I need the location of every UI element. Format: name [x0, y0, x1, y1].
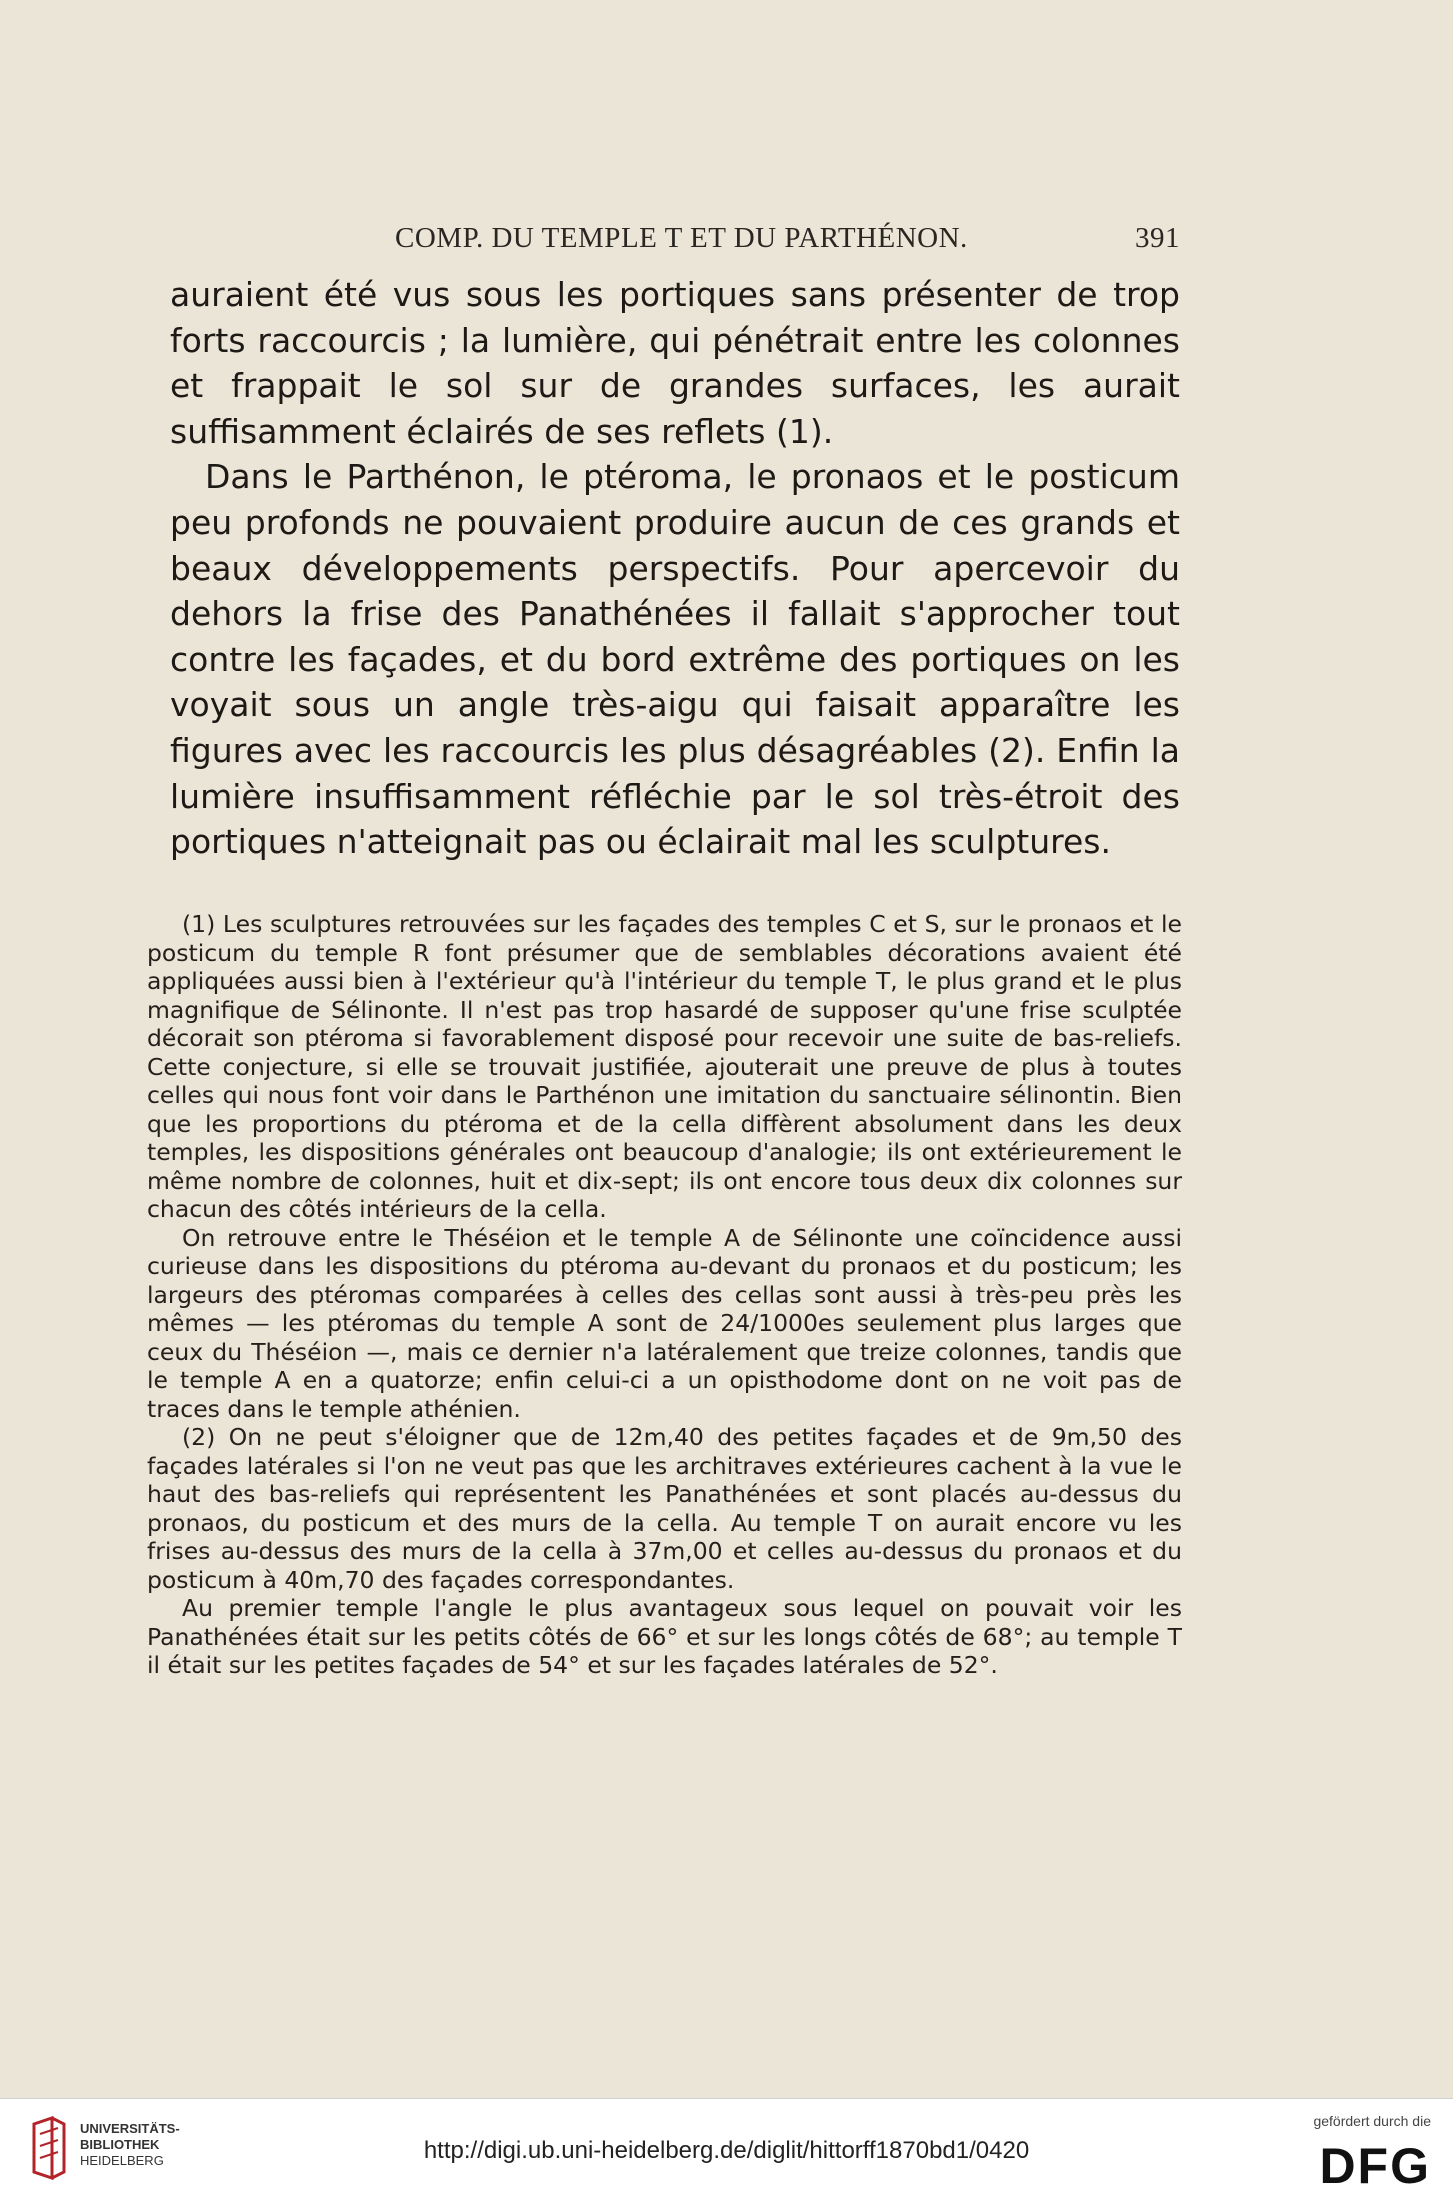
library-name-line-3: HEIDELBERG — [80, 2153, 164, 2168]
library-name-line-2: BIBLIOTHEK — [80, 2137, 160, 2152]
main-text — [170, 272, 1180, 865]
running-title: COMP. DU TEMPLE T ET DU PARTHÉNON. — [395, 222, 968, 254]
library-name-line-1: UNIVERSITÄTS- — [80, 2121, 180, 2136]
sponsor-text: gefördert durch die — [1313, 2113, 1431, 2129]
footnote-1-continued: On retrouve entre le Théséion et le temple A de Sélinonte une coïncidence aussi curieuse dans les dispositions du ptéroma au-devant du pronaos et du posticum; les largeurs des ptéromas comparées à celles des cellas sont aussi à très-peu près les mêmes — les ptéromas du temple A sont de 24/1000es seulement plus larges que ceux du Théséion —, mais ce dernier n'a latéralement que treize colonnes, tandis que le temple A en a quatorze; enfin celui-ci a un opisthodome dont on ne voit pas de traces dans le temple athénien. — [147, 1223, 1182, 1423]
footnote-2-continued: Au premier temple l'angle le plus avantageux sous lequel on pouvait voir les Panathénées était sur les petits côtés de 66° et sur les longs côtés de 68°; au temple T il était sur les petites façades de 54° et sur les façades latérales de 52°. — [147, 1594, 1182, 1679]
footnote-2: (2) On ne peut s'éloigner que de 12m,40 des petites façades et de 9m,50 des façades latérales si l'on ne veut pas que les architraves extérieures cachent à la vue le haut des bas-reliefs qui représentent les Panathénées et sont placés au-dessus du pronaos, du posticum et des murs de la cella. Au temple T on aurait encore vu les frises au-dessus des murs de la cella à 37m,00 et celles au-dessus du pronaos et du posticum à 40m,70 des façades correspondantes. — [147, 1423, 1182, 1594]
footnotes — [147, 910, 1182, 1680]
paragraph-2: Dans le Parthénon, le ptéroma, le pronaos et le posticum peu profonds ne pouvaient produire aucun de ces grands et beaux développements perspectifs. Pour apercevoir du dehors la frise des Panathénées il fallait s'approcher tout contre les façades, et du bord extrême des portiques on les voyait sous un angle très-aigu qui faisait apparaître les figures avec les raccourcis les plus désagréables (2). Enfin la lumière insuffisamment réfléchie par le sol très-étroit des portiques n'atteignait pas ou éclairait mal les sculptures. — [170, 457, 1180, 862]
dfg-logo: DFG — [1319, 2138, 1431, 2194]
paragraph-1: auraient été vus sous les portiques sans présenter de trop forts raccourcis ; la lumière, qui pénétrait entre les colonnes et frappait le sol sur de grandes surfaces, les aurait suffisamment éclairés de ses reflets (1). — [170, 275, 1180, 451]
footnote-1: (1) Les sculptures retrouvées sur les façades des temples C et S, sur le pronaos et le posticum du temple R font présumer que de semblables décorations avaient été appliquées aussi bien à l'extérieur qu'à l'intérieur du temple T, le plus grand et le plus magnifique de Sélinonte. Il n'est pas trop hasardé de supposer qu'une frise sculptée décorait son ptéroma si favorablement disposé pour recevoir une suite de bas-reliefs. Cette conjecture, si elle se trouvait justifiée, ajouterait une preuve de plus à toutes celles qui nous font voir dans le Parthénon une imitation du sanctuaire sélinontin. Bien que les proportions du ptéroma et de la cella diffèrent absolument dans les deux temples, les dispositions générales ont beaucoup d'analogie; ils ont extérieurement le même nombre de colonnes, huit et dix-sept; ils ont encore tous deux dix colonnes sur chacun des côtés intérieurs de la cella. — [147, 910, 1182, 1223]
permalink-url[interactable]: http://digi.ub.uni-heidelberg.de/diglit/hittorff1870bd1/0420 — [423, 2137, 1030, 2164]
page-number: 391 — [1135, 222, 1180, 254]
digitization-footer — [0, 2098, 1453, 2204]
